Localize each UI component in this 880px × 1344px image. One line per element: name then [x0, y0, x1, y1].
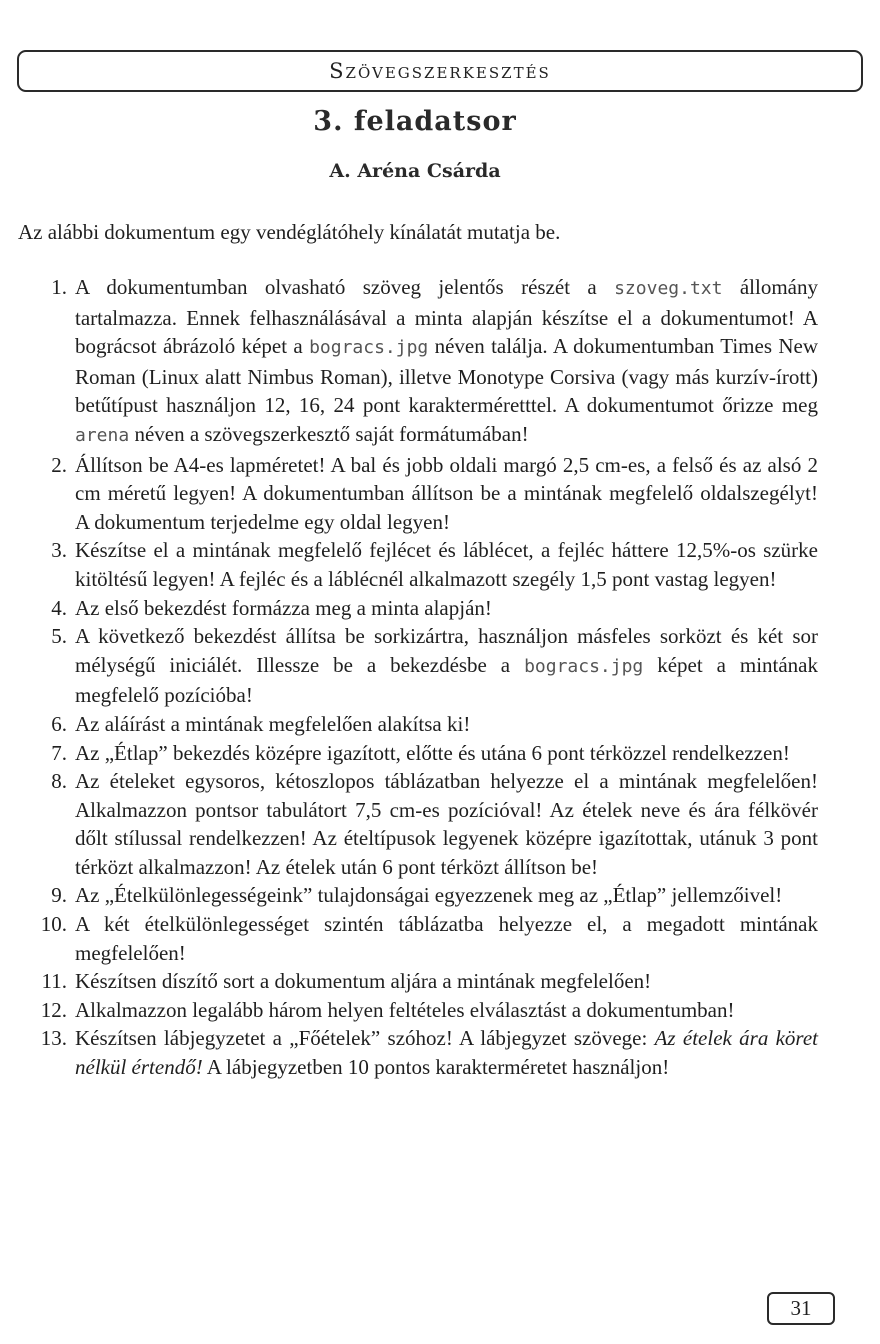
- task-number: 9.: [51, 883, 67, 908]
- task-item: [0, 622, 818, 710]
- task-number: 11.: [41, 969, 67, 994]
- task-number: 6.: [51, 711, 67, 736]
- task-item: [0, 967, 818, 996]
- task-text: Készítsen lábjegyzetet a „Főételek” szóhoz! A lábjegyzet szövege:: [75, 1026, 655, 1051]
- file-name: arena: [75, 424, 130, 446]
- task-number: 7.: [51, 740, 67, 765]
- task-number: 8.: [51, 769, 67, 794]
- task-text: Alkalmazzon legalább három helyen feltételes elválasztást a dokumentumban!: [75, 997, 735, 1022]
- task-text: Az „Étlap” bekezdés középre igazított, előtte és utána 6 pont térközzel rendelkezzen!: [75, 740, 790, 765]
- task-number: 2.: [51, 452, 67, 477]
- task-number: 3.: [51, 538, 67, 563]
- task-item: [0, 1024, 818, 1081]
- task-text: Készítse el a mintának megfelelő fejlécet és láblécet, a fejléc háttere 12,5%-os szürke kitöltésű legyen! A fejléc és a láblécnél alkalmazott szegély 1,5 pont vastag legyen!: [75, 538, 818, 591]
- task-text: Készítsen díszítő sort a dokumentum aljára a mintának megfelelően!: [75, 969, 652, 994]
- page-title: 3. feladatsor: [313, 106, 517, 137]
- task-number: 5.: [51, 624, 67, 649]
- task-number: 1.: [51, 275, 67, 299]
- task-number: 13.: [40, 1026, 67, 1051]
- task-text: Az „Ételkülönlegességeink” tulajdonságai egyezzenek meg az „Étlap” jellemzőivel!: [75, 883, 783, 908]
- task-number: 12.: [40, 997, 67, 1022]
- task-item: [0, 996, 818, 1025]
- section-header-box: [17, 50, 863, 92]
- task-text: A két ételkülönlegességet szintén táblázatba helyezze el, a megadott mintának megfelelően!: [75, 912, 818, 965]
- task-text: A lábjegyzetben 10 pontos karakterméretet használjon!: [202, 1055, 670, 1080]
- file-name: bogracs.jpg: [309, 337, 429, 359]
- task-text: Az első bekezdést formázza meg a minta alapján!: [75, 595, 492, 620]
- task-item: [0, 594, 818, 623]
- page-number: 31: [767, 1292, 835, 1325]
- footnote-text: Az ételek ára köret nélkül értendő!: [75, 1026, 818, 1080]
- task-item: [0, 273, 818, 451]
- task-item: [0, 710, 818, 739]
- task-item: [0, 536, 818, 593]
- task-item: [0, 881, 818, 910]
- task-text: A következő bekezdést állítsa be sorkizártra, használjon másfeles sorközt és két sor mélységű iniciálét. Illessze be a bekezdésbe a: [75, 624, 818, 677]
- task-text: A dokumentumban olvasható szöveg jelentős részét a: [75, 275, 615, 299]
- exercise-subtitle: A. Aréna Csárda: [329, 160, 501, 182]
- task-text: néven találja. A dokumentumban Times New Roman (Linux alatt Nimbus Roman), illetve Monotype Corsiva (vagy más kurzív-írott) betűtípust használjon 12, 16, 24 pont karakterméretttel. A dokumentumot őrizze meg: [75, 334, 818, 418]
- task-item: [0, 451, 818, 537]
- task-number: 10.: [40, 912, 67, 937]
- file-name: bogracs.jpg: [524, 655, 644, 677]
- section-header: Szövegszerkesztés: [329, 59, 551, 83]
- task-number: 4.: [51, 595, 67, 620]
- task-item: [0, 910, 818, 967]
- task-text: Az aláírást a mintának megfelelően alakítsa ki!: [75, 711, 471, 736]
- file-name: szoveg.txt: [614, 278, 723, 299]
- task-item: [0, 739, 818, 768]
- intro-paragraph: Az alábbi dokumentum egy vendéglátóhely kínálatát mutatja be.: [18, 220, 561, 244]
- task-text: néven a szövegszerkesztő saját formátumában!: [129, 421, 529, 446]
- task-text: Az ételeket egysoros, kétoszlopos táblázatban helyezze el a mintának megfelelően! Alkalmazzon pontsor tabulátort 7,5 cm-es pozícióval! Az ételek neve és ára félkövér dőlt stílussal rendelkezzen! Az ételtípusok legyenek középre igazítottak, utánuk 3 pont térközt alkalmazzon! Az ételek után 6 pont térközt állítson be!: [75, 769, 818, 879]
- task-item: [0, 767, 818, 881]
- task-text: Állítson be A4-es lapméretet! A bal és jobb oldali margó 2,5 cm-es, a felső és az alsó 2 cm méretű legyen! A dokumentumban állítson be a mintának megfelelő oldalszegélyt! A dokumentum terjedelme egy oldal legyen!: [75, 452, 818, 534]
- task-text: állomány tartalmazza. Ennek felhasználásával a minta alapján készítse el a dokumentumot! A bográcsot ábrázoló képet a: [75, 275, 818, 359]
- task-text: képet a mintának megfelelő pozícióba!: [75, 652, 818, 708]
- task-list: [0, 273, 818, 1082]
